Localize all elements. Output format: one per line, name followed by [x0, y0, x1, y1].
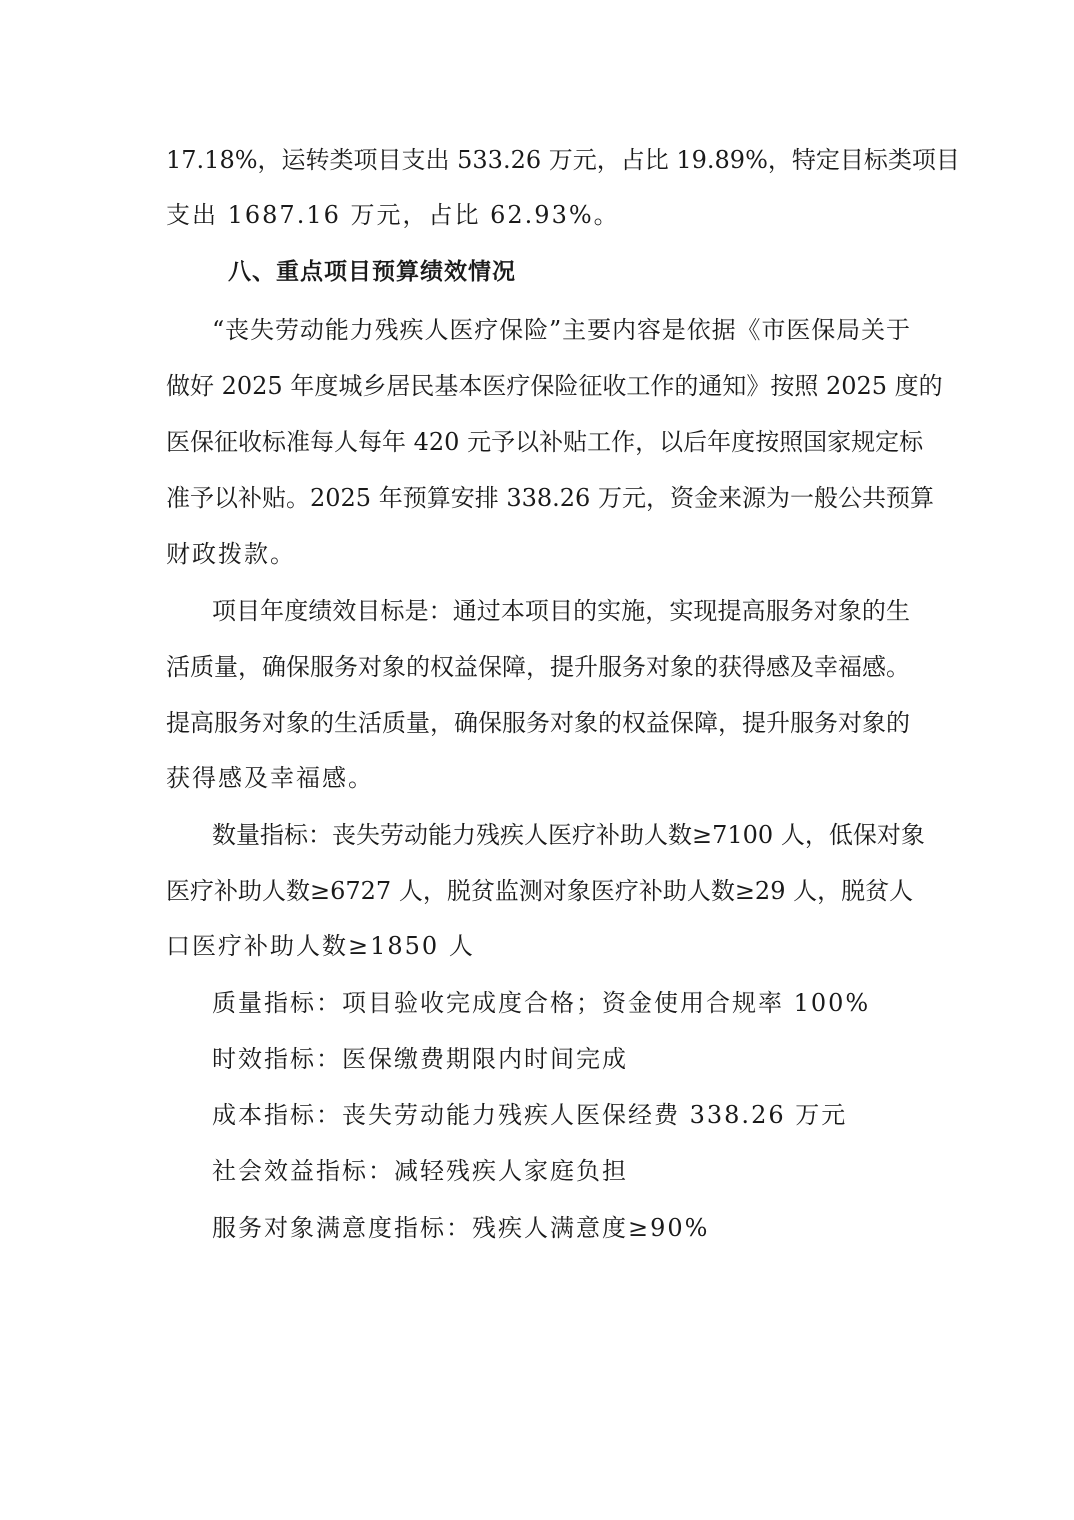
paragraph-line: 提高服务对象的生活质量，确保服务对象的权益保障，提升服务对象的 — [166, 709, 910, 737]
paragraph-line: 17.18%，运转类项目支出 533.26 万元，占比 19.89%，特定目标类项目 — [166, 146, 960, 174]
section-heading: 八、重点项目预算绩效情况 — [228, 259, 516, 285]
paragraph-line: 财政拨款。 — [166, 540, 296, 568]
indicator-line: 质量指标：项目验收完成度合格；资金使用合规率 100% — [212, 989, 871, 1017]
paragraph-line: 获得感及幸福感。 — [166, 764, 374, 792]
indicator-line: 成本指标：丧失劳动能力残疾人医保经费 338.26 万元 — [212, 1101, 848, 1129]
paragraph-line: 活质量，确保服务对象的权益保障，提升服务对象的获得感及幸福感。 — [166, 653, 910, 681]
paragraph-line: 口医疗补助人数≥1850 人 — [166, 932, 475, 960]
paragraph-line: 医疗补助人数≥6727 人，脱贫监测对象医疗补助人数≥29 人，脱贫人 — [166, 877, 914, 905]
paragraph-line: 项目年度绩效目标是：通过本项目的实施，实现提高服务对象的生 — [212, 597, 910, 625]
indicator-line: 社会效益指标：减轻残疾人家庭负担 — [212, 1157, 628, 1185]
paragraph-line: 医保征收标准每人每年 420 元予以补贴工作，以后年度按照国家规定标 — [166, 428, 924, 456]
indicator-line: 时效指标：医保缴费期限内时间完成 — [212, 1045, 628, 1073]
paragraph-line: 支出 1687.16 万元，占比 62.93%。 — [166, 201, 620, 229]
indicator-line: 服务对象满意度指标：残疾人满意度≥90% — [212, 1214, 710, 1242]
paragraph-line: 做好 2025 年度城乡居民基本医疗保险征收工作的通知》按照 2025 度的 — [166, 372, 943, 400]
paragraph-line: 准予以补贴。2025 年预算安排 338.26 万元，资金来源为一般公共预算 — [166, 484, 934, 512]
paragraph-line: 数量指标：丧失劳动能力残疾人医疗补助人数≥7100 人，低保对象 — [212, 821, 925, 849]
paragraph-line: “丧失劳动能力残疾人医疗保险”主要内容是依据《市医保局关于 — [212, 316, 910, 344]
